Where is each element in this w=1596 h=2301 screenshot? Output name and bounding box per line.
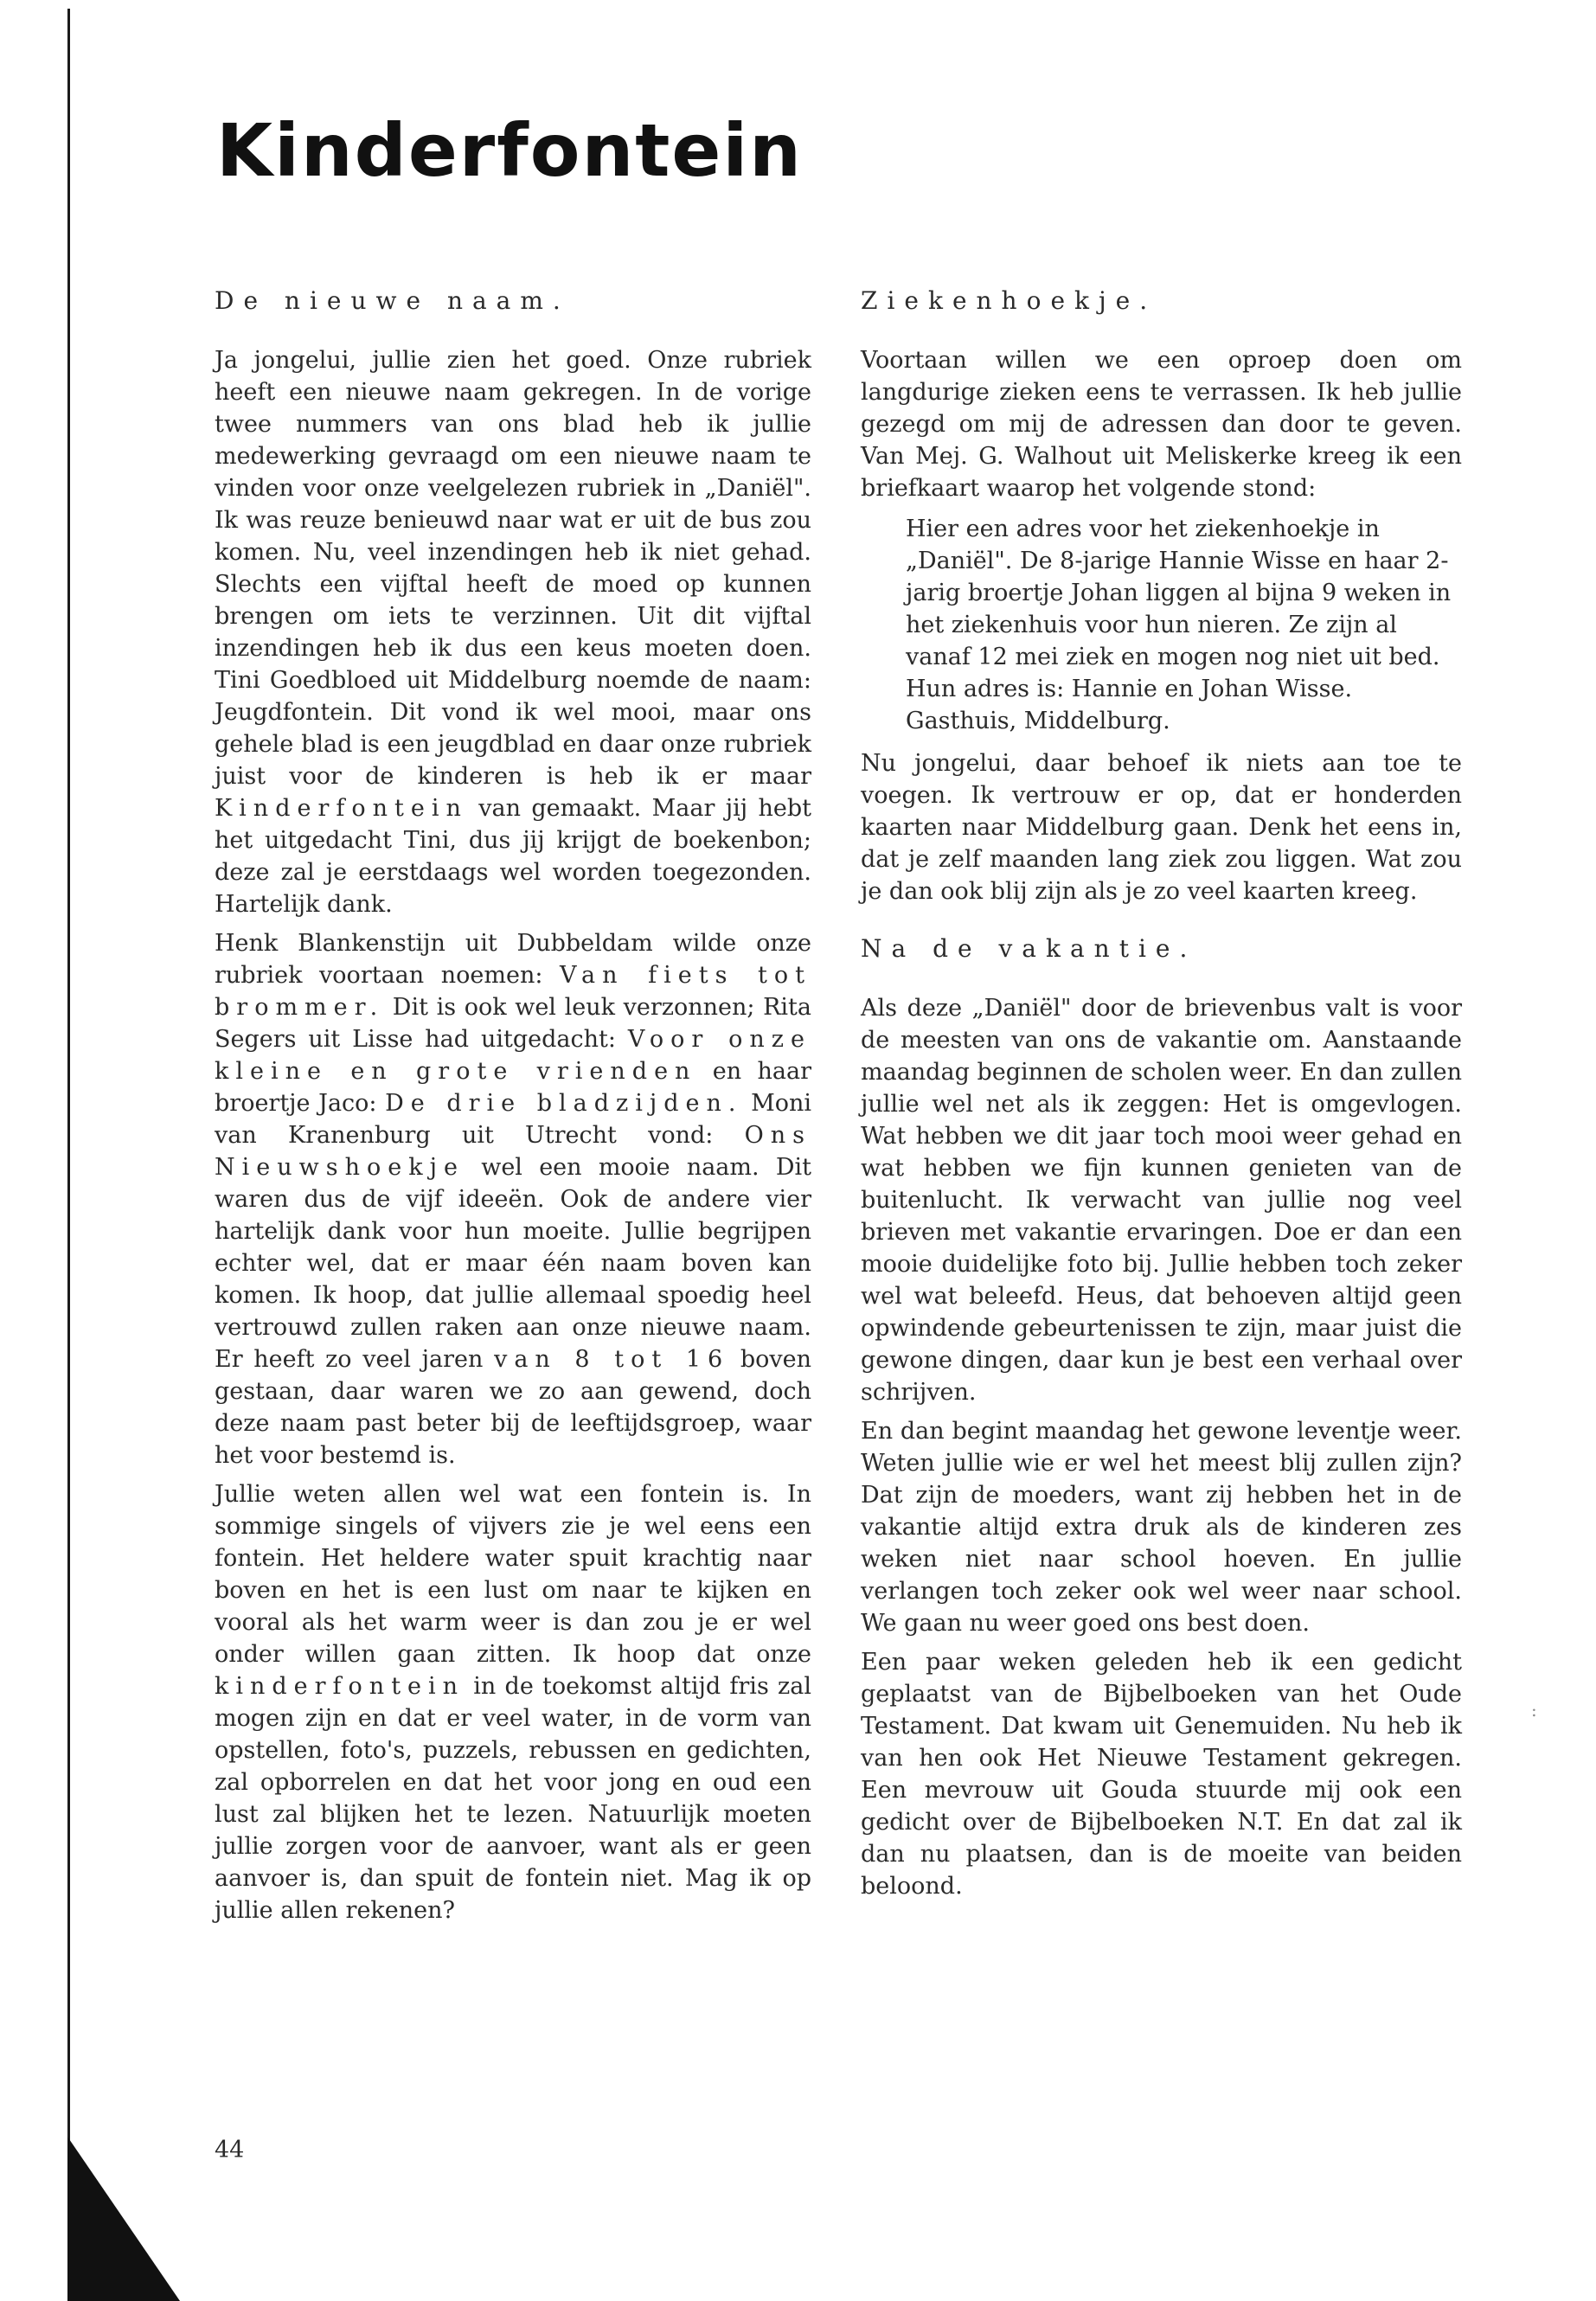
text-run: wel een mooie naam. Dit waren dus de vijf ideeën. Ook de andere vier hartelijk dank voor hun moeite. Jullie begrijpen echter wel, dat er maar één naam boven kan komen. Ik hoop, dat jullie allemaal spoedig heel vertrouwd zullen raken aan onze nieuwe naam. Er heeft zo veel jaren [215,1154,811,1373]
binding-edge-line [67,9,70,2223]
text-run: Dit is ook wel leuk verzonnen; Rita Segers uit Lisse had uitgedacht: [215,994,811,1053]
paragraph: Nu jongelui, daar behoef ik niets aan toe te voegen. Ik vertrouw er op, dat er honderden kaarten naar Middelburg gaan. Denk het eens in, dat je zelf maanden lang ziek zou liggen. Wat zou je dan ook blij zijn als je zo veel kaarten kreeg. [861,750,1462,905]
page-number: 44 [215,2137,245,2163]
spaced-emphasis: kinderfontein [215,1673,465,1700]
left-column [215,285,811,1926]
text-run: boven gestaan, daar waren we zo aan gewend, doch deze naam past beter bij de leeftijdsgroep, waar het voor bestemd is. [215,1346,811,1469]
text-run: van gemaakt. Maar jij hebt het uitgedacht Tini, dus jij krijgt de boekenbon; deze zal je eerstdaags wel worden toegezonden. Hartelijk dank. [215,795,811,918]
quoted-postcard [906,513,1462,737]
text-run: Henk Blankenstijn uit Dubbeldam wilde onze rubriek voortaan noemen: [215,930,811,989]
margin-mark: : [1531,1700,1537,1721]
paragraph [215,1478,811,1926]
spaced-emphasis: Voor onze kleine en grote vrienden [215,1026,811,1085]
paragraph [215,927,811,1471]
text-run: Jullie weten allen wel wat een fontein is. In sommige singels of vijvers zie je wel eens een fontein. Het heldere water spuit krachtig naar boven en het is een lust om naar te kijken en vooral als het warm weer is dan zou je er wel onder willen gaan zitten. Ik hoop dat onze [215,1481,811,1668]
section-heading-ziekenhoekje: Ziekenhoekje. [861,286,1157,315]
section-heading-nieuwe-naam: De nieuwe naam. [215,286,570,315]
spaced-emphasis: De drie bladzijden. [385,1090,743,1117]
text-run: Moni van Kranenburg uit Utrecht vond: [215,1090,811,1149]
text-run: en haar broertje Jaco: [215,1058,811,1117]
page-corner-shadow [67,2137,180,2301]
paragraph [215,344,811,920]
page-title: Kinderfontein [216,108,803,193]
text-run: Ja jongelui, jullie zien het goed. Onze rubriek heeft een nieuwe naam gekregen. In de vorige twee nummers van ons blad heb ik jullie medewerking gevraagd om een nieuwe naam te vinden voor onze veelgelezen rubriek in „Daniël". Ik was reuze benieuwd naar wat er uit de bus zou komen. Nu, veel inzendingen heb ik niet gehad. Slechts een vijftal heeft de moed op kunnen brengen om iets te verzinnen. Uit dit vijftal inzendingen heb ik dus een keus moeten doen. Tini Goedbloed uit Middelburg noemde de naam: Jeugdfontein. Dit vond ik wel mooi, maar ons gehele blad is een jeugdblad en daar onze rubriek juist voor de kinderen is heb ik er maar [215,347,811,790]
quote-text: Hier een adres voor het ziekenhoekje in „Daniël". De 8-jarige Hannie Wisse en haar 2-jarig broertje Johan liggen al bijna 9 weken in het ziekenhuis voor hun nieren. Ze zijn al vanaf 12 mei ziek en mogen nog niet uit bed. Hun adres is: Hannie en Johan Wisse. Gasthuis, Middelburg. [906,516,1452,734]
paragraph: En dan begint maandag het gewone leventje weer. Weten jullie wie er wel het meest blij zullen zijn? Dat zijn de moeders, want zij hebben het in de vakantie altijd extra druk als de kinderen zes weken niet naar school hoeven. En jullie verlangen toch zeker ook wel weer naar school. We gaan nu weer goed ons best doen. [861,1418,1462,1637]
spaced-emphasis: van 8 tot 16 [494,1346,730,1373]
section-heading-na-de-vakantie: Na de vakantie. [861,934,1197,963]
paragraph: Voortaan willen we een oproep doen om langdurige zieken eens te verrassen. Ik heb jullie gezegd om mij de adressen dan door te geven. Van Mej. G. Walhout uit Meliskerke kreeg ik een briefkaart waarop het volgende stond: [861,347,1462,502]
spaced-emphasis: Kinderfontein [215,795,468,822]
paragraph: Als deze „Daniël" door de brievenbus valt is voor de meesten van ons de vakantie om. Aanstaande maandag beginnen de scholen weer. En dan zullen jullie wel net als ik zeggen: Het is omgevlogen. Wat hebben we dit jaar toch mooi weer gehad en wat hebben we fijn kunnen genieten van de buitenlucht. Ik verwacht van jullie nog veel brieven met vakantie ervaringen. Doe er dan een mooie duidelijke foto bij. Jullie hebben toch zeker wel wat beleefd. Heus, dat behoeven altijd geen opwindende gebeurtenissen te zijn, maar juist die gewone dingen, daar kun je best een verhaal over schrijven. [861,995,1462,1406]
text-run: in de toekomst altijd fris zal mogen zijn en dat er veel water, in de vorm van opstellen, foto's, puzzels, rebussen en gedichten, zal opborrelen en dat het voor jong en oud een lust zal blijken het te lezen. Natuurlijk moeten jullie zorgen voor de aanvoer, want als er geen aanvoer is, dan spuit de fontein niet. Mag ik op jullie allen rekenen? [215,1673,811,1924]
spaced-emphasis: Van fiets tot brommer. [215,962,811,1021]
paragraph: Een paar weken geleden heb ik een gedicht geplaatst van de Bijbelboeken van het Oude Testament. Dat kwam uit Genemuiden. Nu heb ik van hen ook Het Nieuwe Testament gekregen. Een mevrouw uit Gouda stuurde mij ook een gedicht over de Bijbelboeken N.T. En dat zal ik dan nu plaatsen, dan is de moeite van beiden beloond. [861,1649,1462,1900]
spaced-emphasis: Ons Nieuwshoekje [215,1122,811,1181]
right-column [861,285,1462,1902]
